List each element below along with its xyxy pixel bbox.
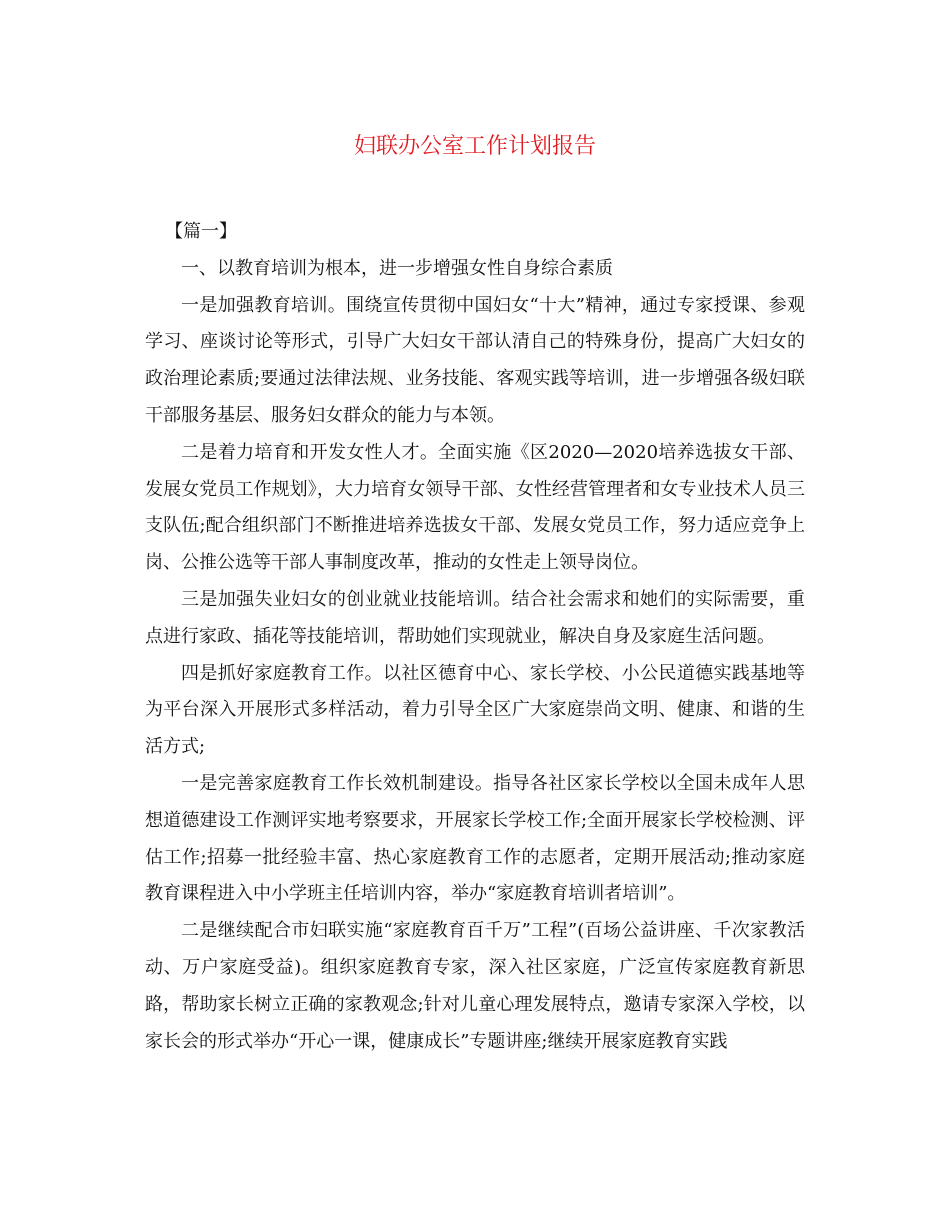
paragraph: 一是完善家庭教育工作长效机制建设。指导各社区家长学校以全国未成年人思想道德建设工作测评实地考察要求，开展家长学校工作;全面开展家长学校检测、评估工作;招募一批经验丰富、热心家庭教育工作的志愿者，定期开展活动;推动家庭教育课程进入中小学班主任培训内容，举办“家庭教育培训者培训”。 — [145, 772, 805, 905]
paragraph: 四是抓好家庭教育工作。以社区德育中心、家长学校、小公民道德实践基地等为平台深入开展形式多样活动，着力引导全区广大家庭崇尚文明、健康、和谐的生活方式; — [145, 662, 805, 758]
paragraph: 三是加强失业妇女的创业就业技能培训。结合社会需求和她们的实际需要，重点进行家政、插花等技能培训，帮助她们实现就业，解决自身及家庭生活问题。 — [145, 588, 805, 647]
paragraph: 二是着力培育和开发女性人才。全面实施《区2020—2020培养选拔女干部、发展女党员工作规划》，大力培育女领导干部、女性经营管理者和女专业技术人员三支队伍;配合组织部门不断推进培养选拔女干部、发展女党员工作，努力适应竞争上岗、公推公选等干部人事制度改革，推动的女性走上领导岗位。 — [145, 441, 805, 574]
paragraph: 一是加强教育培训。围绕宣传贯彻中国妇女“十大”精神，通过专家授课、参观学习、座谈讨论等形式，引导广大妇女干部认清自己的特殊身份，提高广大妇女的政治理论素质;要通过法律法规、业务技能、客观实践等培训，进一步增强各级妇联干部服务基层、服务妇女群众的能力与本领。 — [145, 294, 805, 426]
document-body — [145, 214, 805, 1060]
section-label: 【篇一】 — [165, 221, 237, 242]
document-title: 妇联办公室工作计划报告 — [353, 134, 596, 159]
section-heading: 一、以教育培训为根本，进一步增强女性自身综合素质 — [181, 257, 613, 279]
paragraph: 二是继续配合市妇联实施“家庭教育百千万”工程”(百场公益讲座、千次家教活动、万户家庭受益)。组织家庭教育专家，深入社区家庭，广泛宣传家庭教育新思路，帮助家长树立正确的家教观念;针对儿童心理发展特点，邀请专家深入学校，以家长会的形式举办“开心一课，健康成长”专题讲座;继续开展家庭教育实践 — [145, 920, 805, 1052]
